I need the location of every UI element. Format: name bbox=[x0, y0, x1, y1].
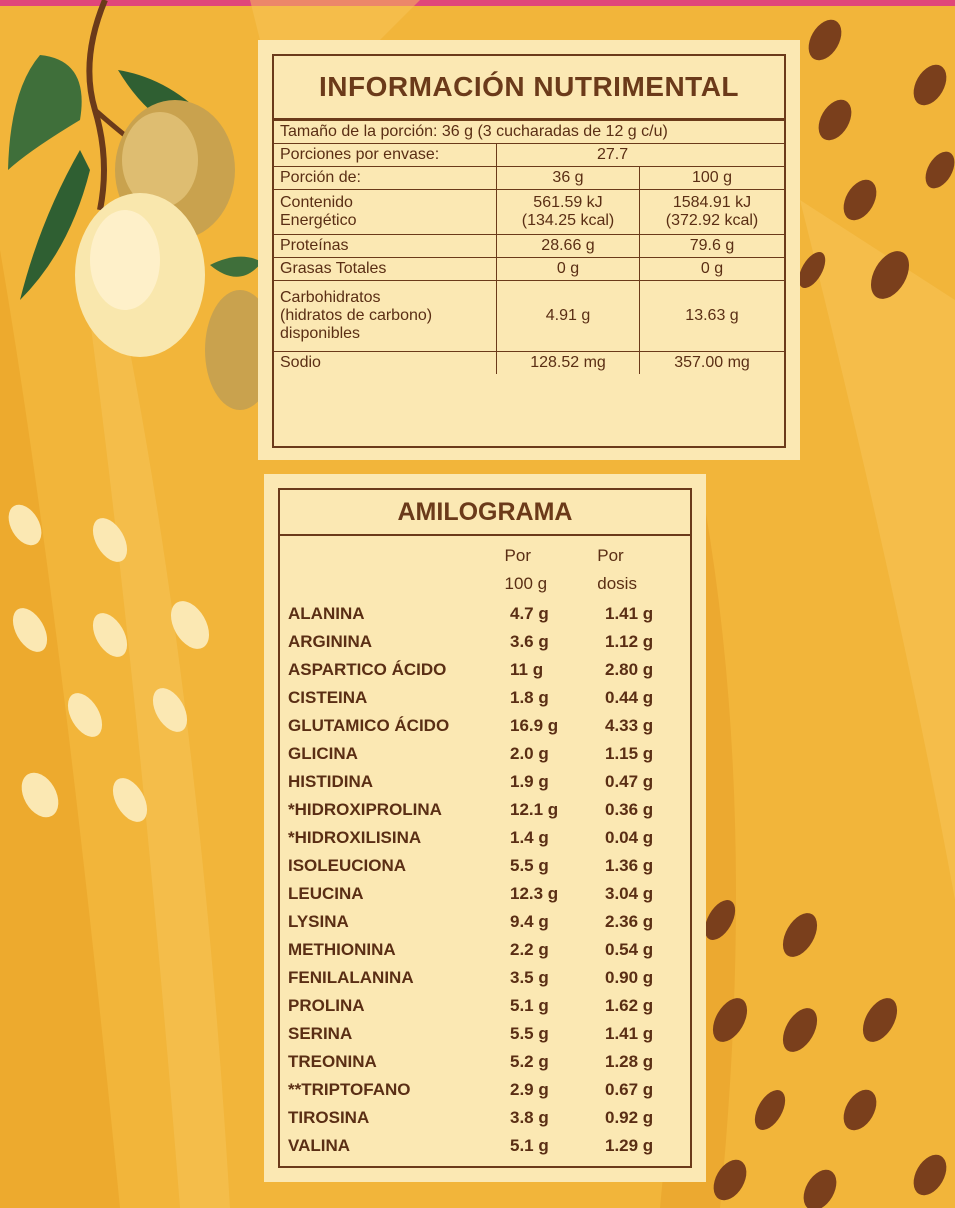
amino-value-dose: 3.04 g bbox=[605, 884, 654, 903]
amino-value-100g: 3.5 g bbox=[510, 968, 549, 987]
nutrition-table bbox=[274, 120, 784, 374]
amino-acid-name: **TRIPTOFANO bbox=[288, 1080, 411, 1099]
amilograma-panel bbox=[264, 474, 706, 1182]
amino-value-dose: 1.62 g bbox=[605, 996, 654, 1015]
amino-value-dose: 2.36 g bbox=[605, 912, 654, 931]
amino-value-dose: 0.44 g bbox=[605, 688, 654, 707]
amino-value-100g: 1.9 g bbox=[510, 772, 549, 791]
list-item bbox=[280, 1104, 690, 1132]
amino-value-100g: 12.1 g bbox=[510, 800, 559, 819]
row-value: 128.52 mg bbox=[497, 352, 640, 375]
portion-label: Porción de: bbox=[274, 167, 497, 190]
list-item bbox=[280, 712, 690, 740]
amino-value-dose: 0.90 g bbox=[605, 968, 654, 987]
amino-acid-name: METHIONINA bbox=[288, 940, 396, 959]
list-item bbox=[280, 1132, 690, 1160]
amino-acid-name: LYSINA bbox=[288, 912, 349, 931]
servings-value: 27.7 bbox=[497, 144, 785, 167]
amilograma-frame bbox=[278, 488, 692, 1168]
list-item bbox=[280, 600, 690, 628]
amino-value-100g: 5.5 g bbox=[510, 1024, 549, 1043]
amino-value-dose: 1.41 g bbox=[605, 604, 654, 623]
amino-acid-name: GLICINA bbox=[288, 744, 358, 763]
table-row bbox=[274, 281, 784, 352]
amino-acid-name: SERINA bbox=[288, 1024, 353, 1043]
row-label: Contenido Energético bbox=[274, 190, 497, 235]
table-row bbox=[274, 121, 784, 144]
amino-value-100g: 12.3 g bbox=[510, 884, 559, 903]
row-label: Carbohidratos (hidratos de carbono) disponibles bbox=[274, 281, 497, 352]
row-value: 0 g bbox=[497, 258, 640, 281]
row-value: 79.6 g bbox=[640, 235, 785, 258]
amino-value-dose: 2.80 g bbox=[605, 660, 654, 679]
header-per-dose: Por dosis bbox=[597, 546, 637, 593]
list-item bbox=[280, 824, 690, 852]
table-row bbox=[274, 258, 784, 281]
table-row bbox=[274, 352, 784, 375]
row-value: 0 g bbox=[640, 258, 785, 281]
row-label: Grasas Totales bbox=[274, 258, 497, 281]
list-item bbox=[280, 1020, 690, 1048]
amino-acid-name: *HIDROXILISINA bbox=[288, 828, 422, 847]
row-label: Sodio bbox=[274, 352, 497, 375]
amino-value-100g: 1.8 g bbox=[510, 688, 549, 707]
amino-value-dose: 1.29 g bbox=[605, 1136, 654, 1155]
amino-value-dose: 0.92 g bbox=[605, 1108, 654, 1127]
amino-value-100g: 11 g bbox=[510, 660, 544, 679]
amino-acid-name: HISTIDINA bbox=[288, 772, 373, 791]
list-item bbox=[280, 964, 690, 992]
amino-value-dose: 1.28 g bbox=[605, 1052, 654, 1071]
amino-acid-name: TIROSINA bbox=[288, 1108, 370, 1127]
amino-acid-name: PROLINA bbox=[288, 996, 365, 1015]
nutrition-frame bbox=[272, 54, 786, 448]
row-value: 1584.91 kJ (372.92 kcal) bbox=[640, 190, 785, 235]
list-item bbox=[280, 936, 690, 964]
row-value: 4.91 g bbox=[497, 281, 640, 352]
amino-acid-name: ISOLEUCIONA bbox=[288, 856, 407, 875]
amino-value-dose: 0.67 g bbox=[605, 1080, 654, 1099]
amino-value-dose: 0.04 g bbox=[605, 828, 654, 847]
amino-value-dose: 4.33 g bbox=[605, 716, 654, 735]
amino-value-100g: 5.2 g bbox=[510, 1052, 549, 1071]
amino-value-100g: 4.7 g bbox=[510, 604, 549, 623]
amino-acid-name: LEUCINA bbox=[288, 884, 364, 903]
amino-value-dose: 1.12 g bbox=[605, 632, 654, 651]
amino-value-dose: 1.41 g bbox=[605, 1024, 654, 1043]
amino-value-dose: 1.15 g bbox=[605, 744, 654, 763]
list-item bbox=[280, 992, 690, 1020]
amilograma-header bbox=[280, 542, 690, 600]
row-value: 561.59 kJ (134.25 kcal) bbox=[497, 190, 640, 235]
amino-acid-name: ARGININA bbox=[288, 632, 373, 651]
amino-value-100g: 3.8 g bbox=[510, 1108, 549, 1127]
amilograma-rows bbox=[280, 600, 690, 1160]
amino-value-100g: 5.1 g bbox=[510, 996, 549, 1015]
mango-icon bbox=[8, 0, 275, 410]
row-value: 13.63 g bbox=[640, 281, 785, 352]
list-item bbox=[280, 768, 690, 796]
amino-value-100g: 3.6 g bbox=[510, 632, 549, 651]
nutrition-panel bbox=[258, 40, 800, 460]
amino-value-100g: 2.0 g bbox=[510, 744, 549, 763]
amilograma-title: AMILOGRAMA bbox=[280, 490, 690, 536]
row-label: Proteínas bbox=[274, 235, 497, 258]
table-row bbox=[274, 235, 784, 258]
amino-value-100g: 2.2 g bbox=[510, 940, 549, 959]
col1-header: 36 g bbox=[497, 167, 640, 190]
amino-value-100g: 5.5 g bbox=[510, 856, 549, 875]
list-item bbox=[280, 628, 690, 656]
row-value: 28.66 g bbox=[497, 235, 640, 258]
list-item bbox=[280, 656, 690, 684]
list-item bbox=[280, 684, 690, 712]
list-item bbox=[280, 1048, 690, 1076]
row-value: 357.00 mg bbox=[640, 352, 785, 375]
table-row bbox=[274, 167, 784, 190]
serving-size: Tamaño de la porción: 36 g (3 cucharadas de 12 g c/u) bbox=[274, 121, 784, 144]
amino-acid-name: TREONINA bbox=[288, 1052, 377, 1071]
list-item bbox=[280, 740, 690, 768]
list-item bbox=[280, 796, 690, 824]
table-row bbox=[274, 144, 784, 167]
amino-acid-name: VALINA bbox=[288, 1136, 351, 1155]
amino-value-100g: 5.1 g bbox=[510, 1136, 549, 1155]
amino-acid-name: ASPARTICO ÁCIDO bbox=[288, 660, 447, 679]
list-item bbox=[280, 1076, 690, 1104]
amino-value-dose: 0.47 g bbox=[605, 772, 654, 791]
amino-acid-name: ALANINA bbox=[288, 604, 365, 623]
amino-value-100g: 1.4 g bbox=[510, 828, 549, 847]
amino-acid-name: GLUTAMICO ÁCIDO bbox=[288, 716, 450, 735]
amino-value-100g: 16.9 g bbox=[510, 716, 559, 735]
col2-header: 100 g bbox=[640, 167, 785, 190]
amino-acid-name: CISTEINA bbox=[288, 688, 368, 707]
amino-value-dose: 1.36 g bbox=[605, 856, 654, 875]
table-row bbox=[274, 190, 784, 235]
amino-value-100g: 2.9 g bbox=[510, 1080, 549, 1099]
servings-label: Porciones por envase: bbox=[274, 144, 497, 167]
amino-acid-name: *HIDROXIPROLINA bbox=[288, 800, 442, 819]
nutrition-title: INFORMACIÓN NUTRIMENTAL bbox=[274, 56, 784, 120]
list-item bbox=[280, 908, 690, 936]
list-item bbox=[280, 880, 690, 908]
amilograma-table bbox=[280, 536, 690, 1160]
amino-acid-name: FENILALANINA bbox=[288, 968, 414, 987]
header-per-100g: Por 100 g bbox=[504, 546, 548, 593]
amino-value-dose: 0.54 g bbox=[605, 940, 654, 959]
amino-value-100g: 9.4 g bbox=[510, 912, 549, 931]
amino-value-dose: 0.36 g bbox=[605, 800, 654, 819]
list-item bbox=[280, 852, 690, 880]
